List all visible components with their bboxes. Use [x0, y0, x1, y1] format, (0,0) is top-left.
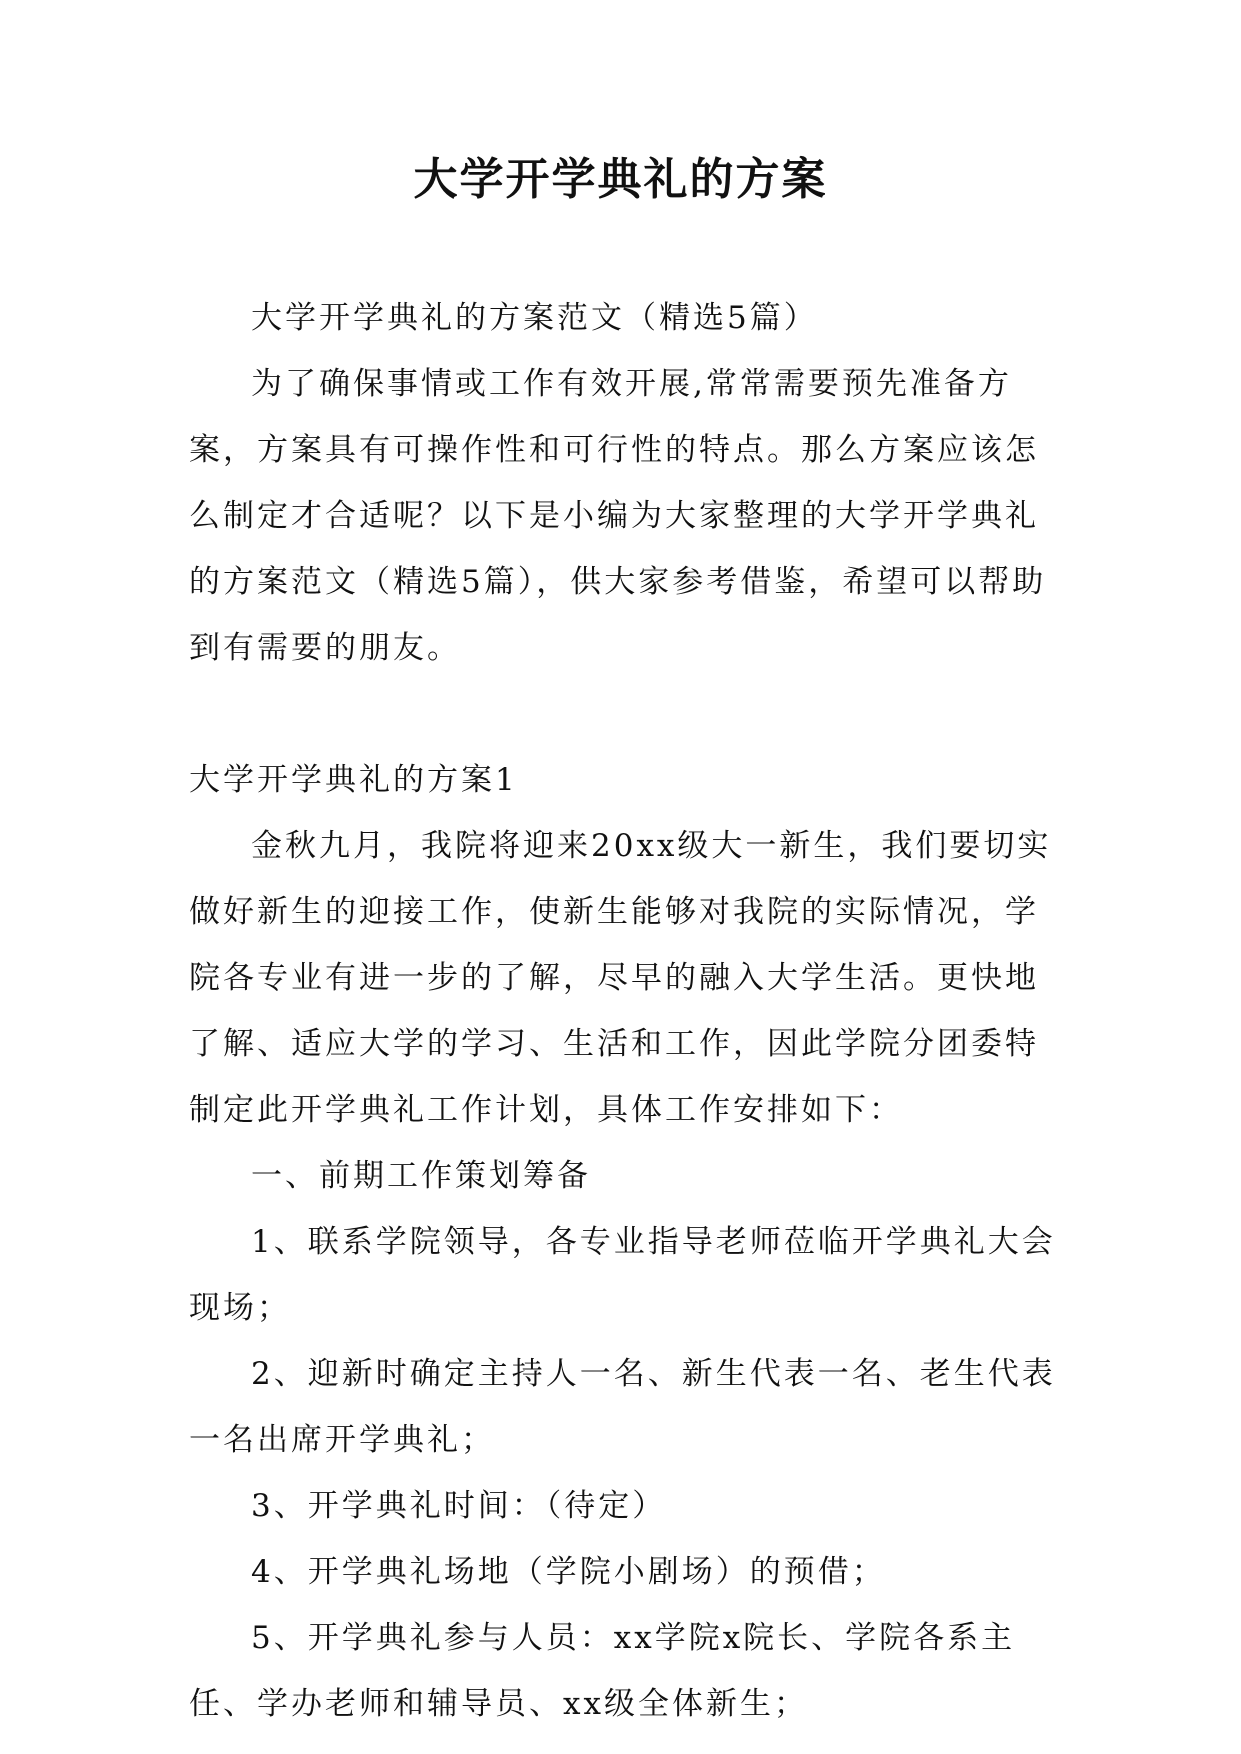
- list-item: 2、迎新时确定主持人一名、新生代表一名、老生代表一名出席开学典礼；: [189, 1356, 1056, 1458]
- paragraph-spacer: [189, 681, 1065, 747]
- section-heading: 大学开学典礼的方案1: [189, 762, 518, 798]
- part-heading: 一、前期工作策划筹备: [251, 1158, 591, 1194]
- list-item: 3、开学典礼时间：（待定）: [251, 1488, 667, 1524]
- list-item: 4、开学典礼场地（学院小剧场）的预借；: [251, 1554, 886, 1590]
- list-item: 5、开学典礼参与人员：xx学院x院长、学院各系主任、学办老师和辅导员、xx级全体新生；: [189, 1620, 1016, 1722]
- document-subtitle: 大学开学典礼的方案范文（精选5篇）: [251, 300, 818, 336]
- document-body: [189, 285, 1065, 1737]
- intro-paragraph: 为了确保事情或工作有效开展,常常需要预先准备方案，方案具有可操作性和可行性的特点。那么方案应该怎么制定才合适呢？以下是小编为大家整理的大学开学典礼的方案范文（精选5篇），供大家参考借鉴，希望可以帮助到有需要的朋友。: [189, 366, 1047, 666]
- document-title: 大学开学典礼的方案: [413, 154, 828, 205]
- section-intro-paragraph: 金秋九月，我院将迎来20xx级大一新生，我们要切实做好新生的迎接工作，使新生能够对我院的实际情况，学院各专业有进一步的了解，尽早的融入大学生活。更快地了解、适应大学的学习、生活和工作，因此学院分团委特制定此开学典礼工作计划，具体工作安排如下：: [189, 828, 1052, 1128]
- list-item: 1、联系学院领导，各专业指导老师莅临开学典礼大会现场；: [189, 1224, 1056, 1326]
